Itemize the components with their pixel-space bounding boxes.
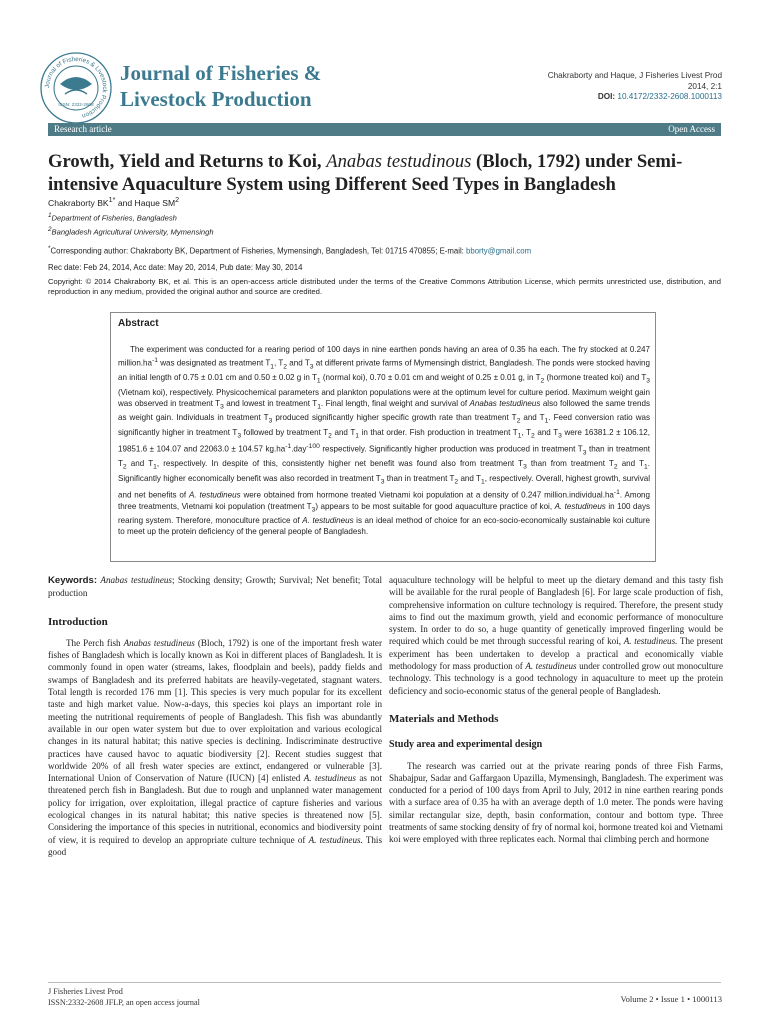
authors: Chakraborty $BK^{1*}$ and Haque $SM^2$	[48, 196, 180, 208]
doi-line	[548, 92, 722, 103]
affiliation-1: $^1$Department of Fisheries, Bangladesh	[48, 212, 177, 223]
footer-journal-info	[48, 986, 200, 1008]
footer-journal-name: J Fisheries Livest Prod	[48, 987, 123, 996]
corresponding-author: *Corresponding author: Chakraborty BK, Department of Fisheries, Mymensingh, Bangladesh, Tel: 01715 470855; E-mail: bborty@gmail.com	[48, 245, 532, 256]
logo-issn-text: ISSN: 2332-2608	[58, 102, 94, 107]
introduction-heading: Introduction	[48, 615, 108, 628]
citation: Chakraborty and Haque, J Fisheries Livest Prod	[547, 71, 722, 80]
study-area-paragraph: The research was carried out at the private rearing ponds of three Fish Farms, Shabajpur, Sadar and Gaffargaon Upazilla, Mymensingh, Bangladesh. The experiment was conducted for a period of 100 days from April to July, 2012 in nine earthen rearing ponds with a surface area of 0.35 ha with an average depth of 1.0 meter. The ponds were having similar rectangular size, depth, basin conformation, contour and bottom type. Three treatments of same stocking density of fry of normal koi, hormone treated koi and Vietnami koi were employed with three replicates each. Normal thai climbing perch and hormone	[389, 760, 723, 845]
footer-volume-info: Volume 2 • Issue 1 • 1000113	[620, 994, 722, 1004]
abstract-heading: Abstract	[118, 318, 159, 329]
study-area-heading: Study area and experimental design	[389, 739, 543, 751]
footer-divider	[48, 982, 721, 983]
introduction-paragraph: The Perch fish Anabas testudineus (Bloch, 1792) is one of the important fresh water fishes of Bangladesh which is locally known as Koi in different places of Bangladesh. It is commonly found in open water (streams, lakes, floodplain and beels), paddy fields and swamps of Bangladesh and its preferred habitats are heavily-vegetated, stagnant waters. Total length is recorded 176 mm [1]. This species is very much popular for its excellent taste and high market value. Now-a-days, this species koi plays an important role in meeting the nutritional requirements of people of Bangladesh. This fish was abundantly available in our open water system but due to over exploitation and various ecological changes in its natural habitat; this native species is declining. Indiscriminate destructive practices have caused havoc to aquatic biodiversity [2]. Recent studies suggest that worldwide 20% of all fresh water species are extinct, endangered or vulnerable [3]. International Union of Conservation of Nature (IUCN) [4] enlisted A. testudineus as not threatened perch fish in Bangladesh. But due to rough and unplanned water management policy for irrigation, over exploitation, illegal practice of capture fisheries and various ecological changes in its natural habitat; this native species is threatened now [5]. Considering the importance of this species in nutritional, economics and biodiversity point of view, it is required to develop an appropriate culture technique of A. testudineus. This good	[48, 637, 383, 857]
abstract-text: The experiment was conducted for a rearing period of 100 days in nine earthen ponds having an area of 0.35 ha each. The fry stocked at 0.247 $million.ha^{-1}$ was designated as treatment $T_1$, $T_2$ and $T_3$ at different private farms of Mymensingh district, Bangladesh. The ponds were stocked having an initial length of 0.75 ± 0.01 cm and 0.50 ± 0.02 g in $T_1$ (normal koi), 0.70 ± 0.01 cm and weight of 0.25 ± 0.01 g, in $T_2$ (hormone treated koi) and $T_3$ (Vietnam koi), respectively. Physicochemical parameters and plankton populations were at the optimum level for culture period. Maximum weight gain was observed in treatment $T_3$ and lowest in treatment $T_1$. Final length, final weight and survival of Anabas testudineus also followed the same trends as weight gain. Individuals in treatment $T_3$ produced significantly higher specific growth rate than treatment $T_2$ and $T_1$. Feed conversion ratio was significantly higher in treatment $T_3$ followed by treatment $T_2$ and $T_1$ in that order. Fish production in treatment $T_1$, $T_2$ and $T_3$ were 16381.2 ± 106.12, 19851.6 ± 104.07 and 22063.0 ± 104.57 $kg.ha^{-1}.day^{-100}$ respectively. Significantly higher production was produced in treatment $T_3$ than in treatment $T_2$ and $T_1$, respectively. In despite of this, consistently higher net benefit was found also from treatment $T_3$ than from treatment $T_2$ and $T_1$. Significantly higher economically benefit was also recorded in treatment $T_3$ than in treatment $T_2$ and $T_1$, respectively. Overall, highest growth, survival and net benefits of A. testudineus were obtained from hormone treated Vietnami koi population at a density of 0.247 $million.individual.ha^{-1}$. Among three treatments, Vietnami koi population (treatment $T_3$) appears to be most suitable for good aquaculture practice of koi, A. testudineus in 100 days rearing system. Therefore, monoculture practice of A. testudineus is an ideal method of choice for an eco-socio-economically sustainable koi culture to meet up the protein deficiency of the general people of Bangladesh.	[118, 345, 651, 537]
doi-label: DOI:	[597, 92, 616, 101]
article-title: Growth, Yield and Returns to Koi, Anabas testudinous (Bloch, 1792) under Semi-intensive Aquaculture System using Different Seed Types in Bangladesh	[48, 151, 683, 195]
journal-logo	[38, 50, 114, 126]
right-column	[389, 574, 723, 846]
left-column	[48, 574, 382, 858]
article-type: Research article	[54, 124, 112, 134]
citation-block	[548, 71, 722, 103]
email-link[interactable]: bborty@gmail.com	[466, 246, 532, 256]
journal-title	[120, 60, 321, 112]
journal-title-line1: Journal of Fisheries &	[120, 61, 322, 85]
journal-title-line2: Livestock Production	[120, 87, 312, 111]
methods-heading: Materials and Methods	[389, 712, 499, 725]
affiliation-2: $^2$Bangladesh Agricultural University, Mymensingh	[48, 226, 214, 237]
article-dates: Rec date: Feb 24, 2014, Acc date: May 20, 2014, Pub date: May 30, 2014	[48, 263, 303, 272]
introduction-continued: aquaculture technology will be helpful to meet up the dietary demand and this tasty fish will be available for the rural people of Bangladesh [6]. For large scale production of fish, comprehensive information on culture technology is required. Therefore, the present study aims to find out the maximum growth, yield and economic performance of monoculture system. In order to do so, a huge quantity of genetically improved fingerling would be required which could be met through successful rearing of koi, A. testudineus. The present experiment has been undertaken to develop a practical and economically viable methodology for mass production of A. testudineus under controlled grow out monoculture technology. This technology is a good technology in aquaculture to meet up the protein deficiency and socio-economic status of the general people of Bangladesh.	[389, 575, 724, 696]
copyright-notice: Copyright: © 2014 Chakraborty BK, et al. This is an open-access article distributed under the terms of the Creative Commons Attribution License, which permits unrestricted use, distribution, and reproduction in any medium, provided the original author and source are credited.	[48, 277, 721, 296]
article-type-banner	[48, 123, 721, 136]
doi-link[interactable]: 10.4172/2332-2608.1000113	[617, 92, 722, 101]
open-access-label: Open Access	[668, 124, 715, 134]
volume-issue: 2014, 2:1	[687, 81, 722, 91]
keywords: Keywords: Anabas testudineus; Stocking density; Growth; Survival; Net benefit; Total production	[48, 575, 382, 599]
footer-issn: ISSN:2332-2608 JFLP, an open access journal	[48, 998, 200, 1007]
logo-ring-text: Journal of Fisheries & Livestock Production	[43, 55, 109, 120]
